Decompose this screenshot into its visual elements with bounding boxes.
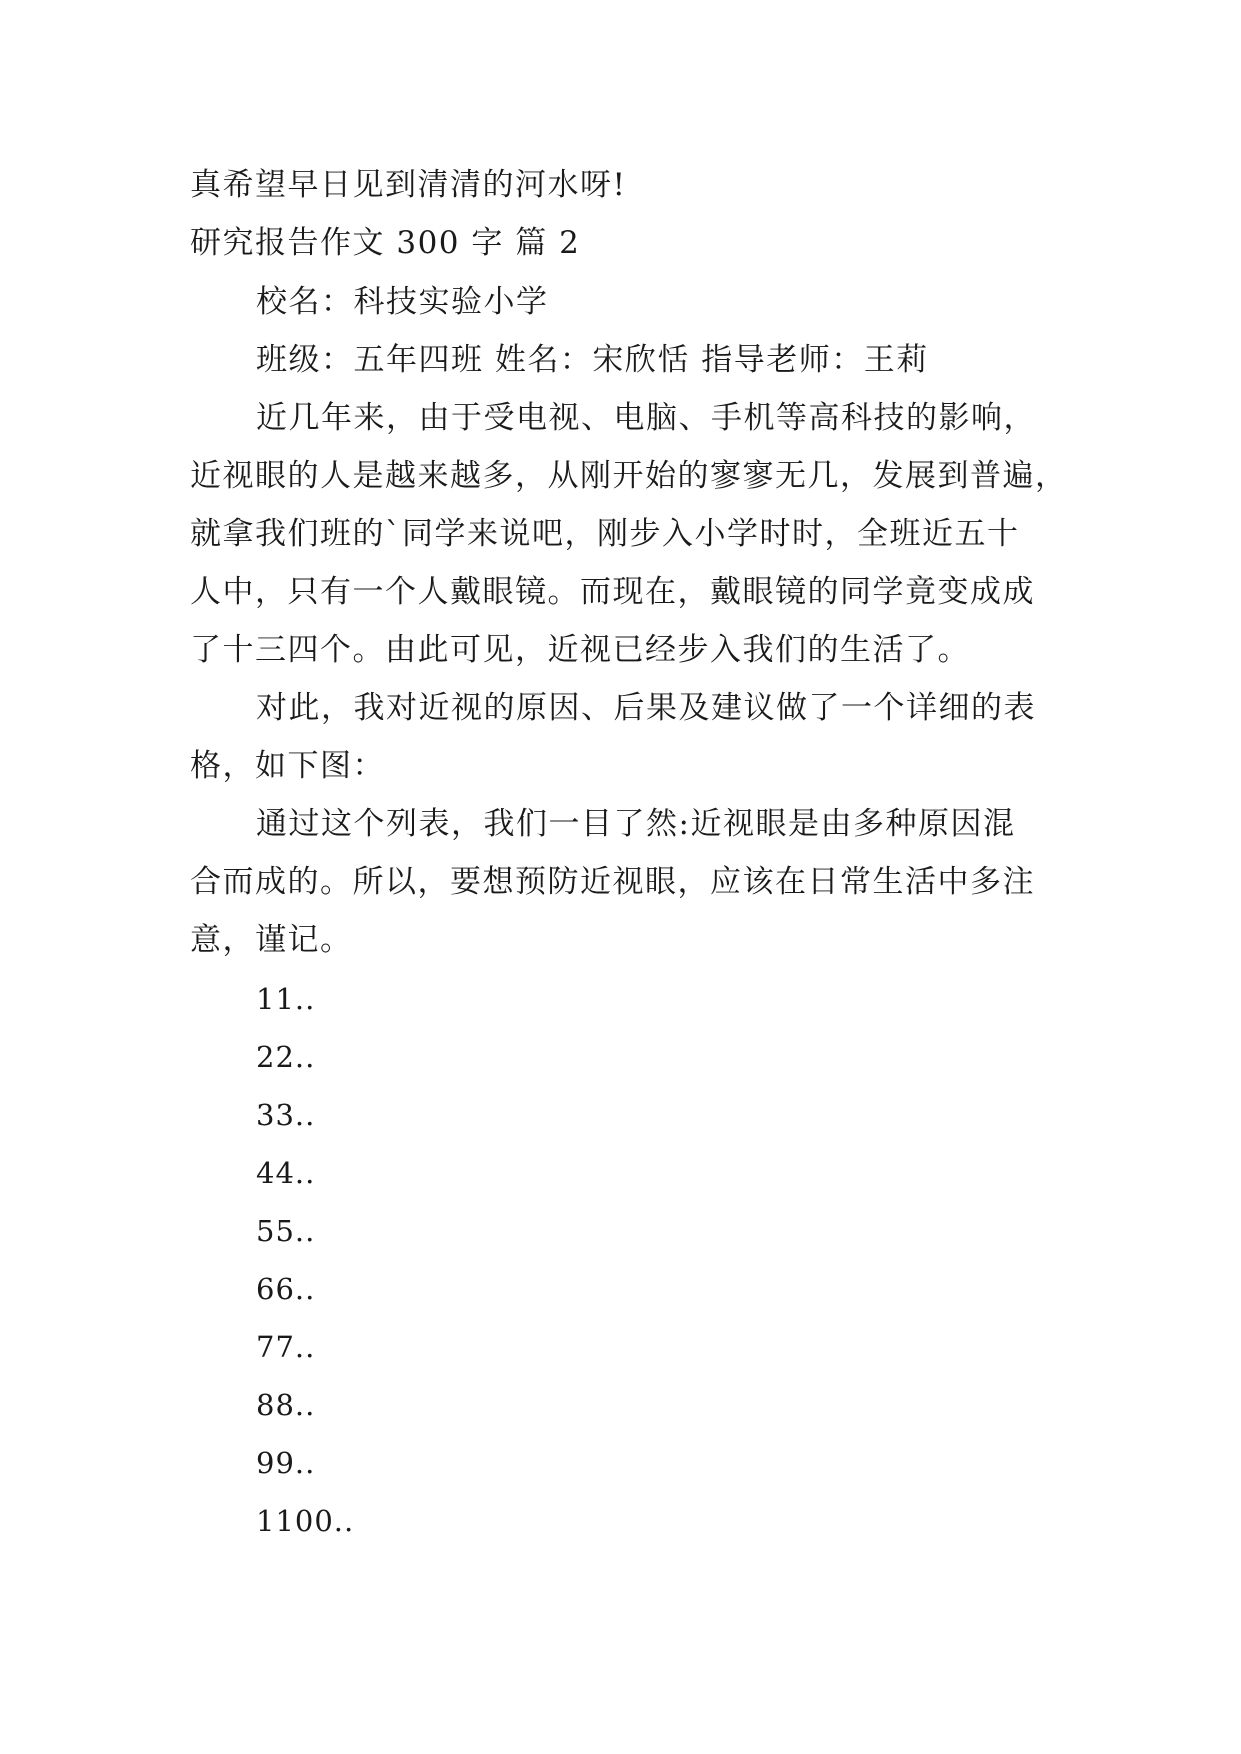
paragraph-3-line-1: 通过这个列表，我们一目了然:近视眼是由多种原因混 [256,806,1016,842]
class-info-line: 班级：五年四班 姓名：宋欣恬 指导老师：王莉 [256,342,929,378]
list-item: 44.. [256,1156,316,1190]
section-title: 研究报告作文 300 字 篇 2 [190,225,581,261]
list-item: 66.. [256,1272,316,1306]
list-item: 22.. [256,1040,316,1074]
list-item: 1100.. [256,1504,355,1538]
paragraph-3-line-2: 合而成的。所以，要想预防近视眼，应该在日常生活中多注 [190,864,1035,900]
paragraph-1-line-1: 近几年来，由于受电视、电脑、手机等高科技的影响， [256,400,1036,436]
list-item: 33.. [256,1098,316,1132]
closing-sentence: 真希望早日见到清清的河水呀! [190,167,627,203]
paragraph-1-line-4: 人中，只有一个人戴眼镜。而现在，戴眼镜的同学竟变成成 [190,574,1035,610]
paragraph-1-line-3: 就拿我们班的`同学来说吧，刚步入小学时时，全班近五十 [190,516,1020,552]
paragraph-3-line-3: 意，谨记。 [190,922,353,958]
list-item: 99.. [256,1446,316,1480]
paragraph-2-line-1: 对此，我对近视的原因、后果及建议做了一个详细的表 [256,690,1036,726]
list-item: 55.. [256,1214,316,1248]
list-item: 88.. [256,1388,316,1422]
paragraph-2-line-2: 格，如下图： [190,748,385,784]
list-item: 77.. [256,1330,316,1364]
school-name-line: 校名：科技实验小学 [256,284,549,320]
list-item: 11.. [256,982,316,1016]
paragraph-1-line-5: 了十三四个。由此可见，近视已经步入我们的生活了。 [190,632,970,668]
paragraph-1-line-2: 近视眼的人是越来越多，从刚开始的寥寥无几，发展到普遍， [190,458,1068,494]
